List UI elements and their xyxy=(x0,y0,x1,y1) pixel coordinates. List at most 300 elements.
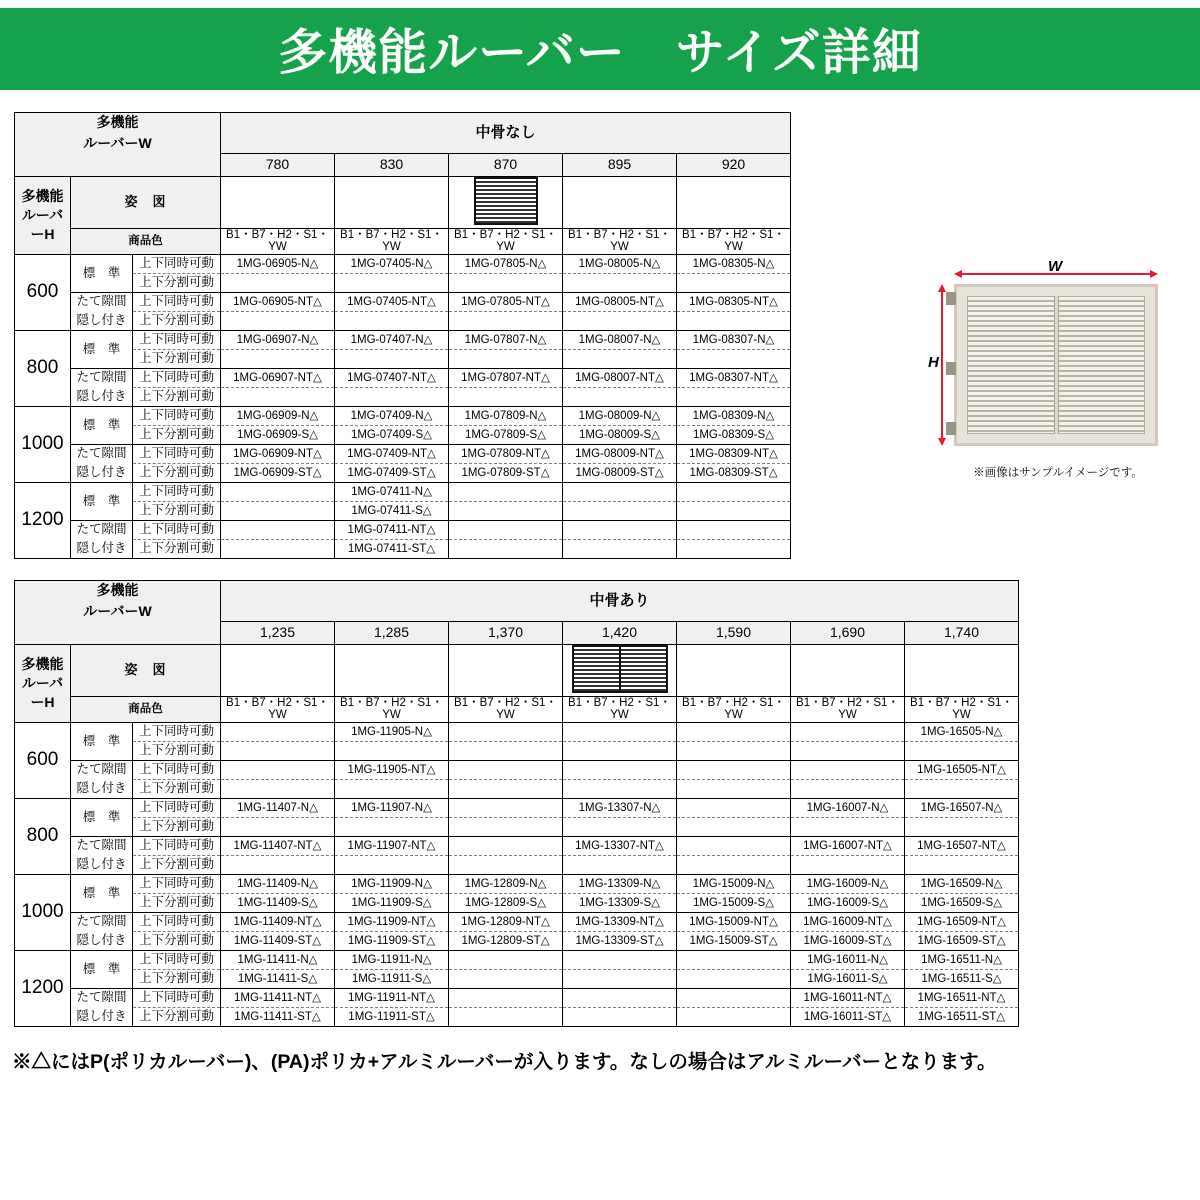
product-code xyxy=(563,349,677,368)
product-code xyxy=(905,779,1019,798)
motion-split: 上下分割可動 xyxy=(133,311,221,330)
product-code: 1MG-08007-N△ xyxy=(563,330,677,349)
figure-cell-empty xyxy=(335,176,449,228)
product-code: 1MG-11409-N△ xyxy=(221,874,335,893)
product-code: 1MG-13307-NT△ xyxy=(563,836,677,855)
table-row xyxy=(15,760,1019,779)
product-code: 1MG-11911-NT△ xyxy=(335,988,449,1007)
product-code xyxy=(677,798,791,817)
product-code: 1MG-16511-N△ xyxy=(905,950,1019,969)
motion-simultaneous: 上下同時可動 xyxy=(133,836,221,855)
product-code xyxy=(221,741,335,760)
product-code xyxy=(563,273,677,292)
product-code xyxy=(563,741,677,760)
product-code xyxy=(677,969,791,988)
type-standard: 標 準 xyxy=(71,798,133,836)
product-code: 1MG-16507-N△ xyxy=(905,798,1019,817)
type-hidden-gap-line2: 隠し付き xyxy=(71,1007,133,1026)
header-kind-line2: ルーバーW xyxy=(83,134,152,151)
height-value: 1200 xyxy=(15,950,71,1026)
group-header-nakahone-ari: 中骨あり xyxy=(589,591,650,609)
product-code xyxy=(449,349,563,368)
product-code xyxy=(905,817,1019,836)
figure-cell-empty xyxy=(563,176,677,228)
product-code xyxy=(677,501,791,520)
product-code: 1MG-08309-NT△ xyxy=(677,444,791,463)
type-hidden-gap-line2: 隠し付き xyxy=(71,539,133,558)
type-hidden-gap-line1: たて隙間 xyxy=(71,912,133,931)
product-code: 1MG-16505-NT△ xyxy=(905,760,1019,779)
product-code: 1MG-06909-S△ xyxy=(221,425,335,444)
product-code xyxy=(221,387,335,406)
product-code: 1MG-12809-NT△ xyxy=(449,912,563,931)
motion-split: 上下分割可動 xyxy=(133,931,221,950)
product-code xyxy=(449,482,563,501)
table-row xyxy=(15,330,791,349)
product-code: 1MG-11407-N△ xyxy=(221,798,335,817)
product-code xyxy=(449,760,563,779)
type-hidden-gap-line1: たて隙間 xyxy=(71,368,133,387)
product-code xyxy=(677,836,791,855)
product-code xyxy=(221,722,335,741)
product-code xyxy=(677,988,791,1007)
table-nakahone-ari-wrap xyxy=(14,580,1019,1027)
sugata-label: 姿 図 xyxy=(124,661,167,677)
product-code: 1MG-07809-S△ xyxy=(449,425,563,444)
product-code xyxy=(221,501,335,520)
color-values: B1・B7・H2・S1・YW xyxy=(677,696,791,722)
product-code: 1MG-16009-NT△ xyxy=(791,912,905,931)
product-code xyxy=(449,387,563,406)
motion-split: 上下分割可動 xyxy=(133,741,221,760)
motion-simultaneous: 上下同時可動 xyxy=(133,368,221,387)
color-values: B1・B7・H2・S1・YW xyxy=(563,228,677,254)
table-row xyxy=(15,893,1019,912)
product-code xyxy=(449,836,563,855)
type-hidden-gap-line2: 隠し付き xyxy=(71,855,133,874)
product-code xyxy=(449,501,563,520)
product-code xyxy=(791,741,905,760)
product-code: 1MG-16511-NT△ xyxy=(905,988,1019,1007)
product-code: 1MG-13309-S△ xyxy=(563,893,677,912)
width-header: 870 xyxy=(449,154,563,177)
product-code xyxy=(335,817,449,836)
product-code xyxy=(677,311,791,330)
type-hidden-gap-line1: たて隙間 xyxy=(71,444,133,463)
type-hidden-gap-line2: 隠し付き xyxy=(71,779,133,798)
motion-split: 上下分割可動 xyxy=(133,387,221,406)
motion-simultaneous: 上下同時可動 xyxy=(133,722,221,741)
table-row xyxy=(15,969,1019,988)
product-code: 1MG-07807-NT△ xyxy=(449,368,563,387)
product-code: 1MG-11407-NT△ xyxy=(221,836,335,855)
product-code xyxy=(335,387,449,406)
product-code: 1MG-16011-S△ xyxy=(791,969,905,988)
product-code xyxy=(449,273,563,292)
product-code: 1MG-11411-NT△ xyxy=(221,988,335,1007)
louver-figure-icon xyxy=(474,177,538,225)
width-header: 830 xyxy=(335,154,449,177)
table-row xyxy=(15,855,1019,874)
product-code: 1MG-11411-S△ xyxy=(221,969,335,988)
color-values: B1・B7・H2・S1・YW xyxy=(677,228,791,254)
header-kind-line1: 多機能 xyxy=(96,114,139,131)
product-code: 1MG-08305-NT△ xyxy=(677,292,791,311)
product-code: 1MG-12809-ST△ xyxy=(449,931,563,950)
product-code xyxy=(221,349,335,368)
table-row xyxy=(15,874,1019,893)
product-code: 1MG-13309-ST△ xyxy=(563,931,677,950)
product-code xyxy=(449,741,563,760)
group-header-nakahone-nashi: 中骨なし xyxy=(475,123,536,141)
width-header: 1,370 xyxy=(449,622,563,645)
product-code: 1MG-08009-N△ xyxy=(563,406,677,425)
table-row xyxy=(15,741,1019,760)
motion-simultaneous: 上下同時可動 xyxy=(133,950,221,969)
header-kind-line1: 多機能 xyxy=(96,582,139,599)
product-code: 1MG-08309-S△ xyxy=(677,425,791,444)
product-code xyxy=(563,855,677,874)
product-code: 1MG-16011-ST△ xyxy=(791,1007,905,1026)
product-code xyxy=(221,760,335,779)
height-value: 1000 xyxy=(15,874,71,950)
product-code xyxy=(677,349,791,368)
motion-split: 上下分割可動 xyxy=(133,463,221,482)
product-code: 1MG-16509-ST△ xyxy=(905,931,1019,950)
page-title-banner xyxy=(0,8,1200,90)
figure-cell-empty xyxy=(221,176,335,228)
motion-split: 上下分割可動 xyxy=(133,501,221,520)
product-code: 1MG-11907-N△ xyxy=(335,798,449,817)
product-code xyxy=(677,760,791,779)
motion-simultaneous: 上下同時可動 xyxy=(133,292,221,311)
product-code: 1MG-07807-N△ xyxy=(449,330,563,349)
product-code: 1MG-07409-NT△ xyxy=(335,444,449,463)
product-code xyxy=(563,969,677,988)
type-hidden-gap-line2: 隠し付き xyxy=(71,463,133,482)
product-code: 1MG-08009-ST△ xyxy=(563,463,677,482)
type-standard: 標 準 xyxy=(71,330,133,368)
motion-split: 上下分割可動 xyxy=(133,273,221,292)
product-code xyxy=(335,855,449,874)
product-code xyxy=(221,779,335,798)
product-code: 1MG-08007-NT△ xyxy=(563,368,677,387)
motion-split: 上下分割可動 xyxy=(133,855,221,874)
type-standard: 標 準 xyxy=(71,874,133,912)
product-code xyxy=(677,741,791,760)
table-nakahone-nashi xyxy=(14,112,791,559)
color-values: B1・B7・H2・S1・YW xyxy=(221,696,335,722)
product-code: 1MG-07411-ST△ xyxy=(335,539,449,558)
height-value: 1000 xyxy=(15,406,71,482)
color-values: B1・B7・H2・S1・YW xyxy=(221,228,335,254)
product-code: 1MG-07411-N△ xyxy=(335,482,449,501)
width-header: 1,590 xyxy=(677,622,791,645)
product-code xyxy=(563,988,677,1007)
product-code: 1MG-11411-N△ xyxy=(221,950,335,969)
product-code xyxy=(677,482,791,501)
product-code xyxy=(563,817,677,836)
product-code xyxy=(449,311,563,330)
product-code: 1MG-07405-NT△ xyxy=(335,292,449,311)
product-code: 1MG-08307-N△ xyxy=(677,330,791,349)
table-row xyxy=(15,912,1019,931)
product-code: 1MG-07409-N△ xyxy=(335,406,449,425)
product-code: 1MG-16007-NT△ xyxy=(791,836,905,855)
motion-split: 上下分割可動 xyxy=(133,779,221,798)
color-values: B1・B7・H2・S1・YW xyxy=(335,696,449,722)
product-code xyxy=(563,722,677,741)
product-code xyxy=(677,273,791,292)
product-code: 1MG-11909-S△ xyxy=(335,893,449,912)
product-code xyxy=(677,722,791,741)
product-code xyxy=(677,1007,791,1026)
type-standard: 標 準 xyxy=(71,722,133,760)
product-code: 1MG-16507-NT△ xyxy=(905,836,1019,855)
product-code: 1MG-07405-N△ xyxy=(335,254,449,273)
product-code xyxy=(905,855,1019,874)
table-row xyxy=(15,950,1019,969)
product-code: 1MG-07409-S△ xyxy=(335,425,449,444)
table-row xyxy=(15,817,1019,836)
product-code: 1MG-16509-S△ xyxy=(905,893,1019,912)
color-values: B1・B7・H2・S1・YW xyxy=(905,696,1019,722)
product-code: 1MG-07805-N△ xyxy=(449,254,563,273)
width-header: 1,285 xyxy=(335,622,449,645)
product-code xyxy=(791,817,905,836)
product-code xyxy=(677,520,791,539)
product-code xyxy=(563,501,677,520)
type-hidden-gap-line1: たて隙間 xyxy=(71,836,133,855)
table-row xyxy=(15,292,791,311)
product-code: 1MG-07809-NT△ xyxy=(449,444,563,463)
motion-split: 上下分割可動 xyxy=(133,817,221,836)
product-code: 1MG-16009-N△ xyxy=(791,874,905,893)
product-code: 1MG-07805-NT△ xyxy=(449,292,563,311)
table-nakahone-ari xyxy=(14,580,1019,1027)
type-hidden-gap-line1: たて隙間 xyxy=(71,988,133,1007)
product-code: 1MG-08009-NT△ xyxy=(563,444,677,463)
product-code: 1MG-11911-N△ xyxy=(335,950,449,969)
color-row-label: 商品色 xyxy=(128,234,163,247)
product-code: 1MG-07407-N△ xyxy=(335,330,449,349)
motion-split: 上下分割可動 xyxy=(133,1007,221,1026)
hinge-icon-bottom xyxy=(946,422,956,435)
type-hidden-gap-line2: 隠し付き xyxy=(71,387,133,406)
product-code: 1MG-07809-ST△ xyxy=(449,463,563,482)
type-hidden-gap-line1: たて隙間 xyxy=(71,292,133,311)
product-code xyxy=(449,950,563,969)
width-header: 1,690 xyxy=(791,622,905,645)
header-kind-line2: ルーバーW xyxy=(83,602,152,619)
product-code: 1MG-11909-N△ xyxy=(335,874,449,893)
type-hidden-gap-line2: 隠し付き xyxy=(71,931,133,950)
product-code: 1MG-16011-NT△ xyxy=(791,988,905,1007)
product-code: 1MG-11409-NT△ xyxy=(221,912,335,931)
product-code: 1MG-16011-N△ xyxy=(791,950,905,969)
product-code: 1MG-08005-NT△ xyxy=(563,292,677,311)
product-code xyxy=(677,539,791,558)
product-code: 1MG-16009-ST△ xyxy=(791,931,905,950)
width-header: 1,420 xyxy=(563,622,677,645)
table-row xyxy=(15,931,1019,950)
product-code xyxy=(791,855,905,874)
product-code xyxy=(335,273,449,292)
product-code xyxy=(677,855,791,874)
table-row xyxy=(15,520,791,539)
motion-simultaneous: 上下同時可動 xyxy=(133,254,221,273)
header-h-line2: ルーバーH xyxy=(21,206,64,242)
product-code: 1MG-08005-N△ xyxy=(563,254,677,273)
product-code: 1MG-06909-N△ xyxy=(221,406,335,425)
type-standard: 標 準 xyxy=(71,254,133,292)
figure-cell-empty xyxy=(677,644,791,696)
motion-split: 上下分割可動 xyxy=(133,539,221,558)
table-row xyxy=(15,779,1019,798)
product-code: 1MG-11905-NT△ xyxy=(335,760,449,779)
product-code xyxy=(791,722,905,741)
motion-simultaneous: 上下同時可動 xyxy=(133,406,221,425)
type-hidden-gap-line2: 隠し付き xyxy=(71,311,133,330)
product-code xyxy=(335,311,449,330)
product-code xyxy=(677,779,791,798)
product-code xyxy=(563,482,677,501)
product-code: 1MG-16505-N△ xyxy=(905,722,1019,741)
product-code: 1MG-15009-S△ xyxy=(677,893,791,912)
footnote: ※△にはP(ポリカルーバー)、(PA)ポリカ+アルミルーバーが入ります。なしの場合はアルミルーバーとなります。 xyxy=(12,1051,997,1073)
product-code xyxy=(449,520,563,539)
width-header: 1,235 xyxy=(221,622,335,645)
type-standard: 標 準 xyxy=(71,482,133,520)
product-code xyxy=(791,779,905,798)
product-code xyxy=(677,950,791,969)
table-row xyxy=(15,444,791,463)
color-values: B1・B7・H2・S1・YW xyxy=(791,696,905,722)
product-code: 1MG-15009-NT△ xyxy=(677,912,791,931)
product-code: 1MG-08307-NT△ xyxy=(677,368,791,387)
motion-split: 上下分割可動 xyxy=(133,893,221,912)
product-code xyxy=(449,817,563,836)
height-value: 1200 xyxy=(15,482,71,558)
table-row xyxy=(15,482,791,501)
louver-center-mullion xyxy=(1054,296,1059,434)
type-standard: 標 準 xyxy=(71,950,133,988)
dimension-label-w: W xyxy=(1048,258,1063,275)
product-code xyxy=(563,760,677,779)
product-code xyxy=(905,741,1019,760)
table-row xyxy=(15,798,1019,817)
table-row xyxy=(15,387,791,406)
type-hidden-gap-line1: たて隙間 xyxy=(71,520,133,539)
product-code: 1MG-16009-S△ xyxy=(791,893,905,912)
table-row xyxy=(15,988,1019,1007)
width-header: 1,740 xyxy=(905,622,1019,645)
product-code xyxy=(449,988,563,1007)
product-code: 1MG-11411-ST△ xyxy=(221,1007,335,1026)
product-code xyxy=(221,311,335,330)
product-code: 1MG-13309-N△ xyxy=(563,874,677,893)
hinge-icon-top xyxy=(946,292,956,305)
product-code: 1MG-08009-S△ xyxy=(563,425,677,444)
header-h-line1: 多機能 xyxy=(21,655,64,672)
product-code xyxy=(563,1007,677,1026)
color-values: B1・B7・H2・S1・YW xyxy=(335,228,449,254)
table-row xyxy=(15,539,791,558)
color-row-label: 商品色 xyxy=(128,702,163,715)
width-header: 895 xyxy=(563,154,677,177)
louver-product-photo xyxy=(954,284,1158,446)
product-code: 1MG-11911-S△ xyxy=(335,969,449,988)
motion-split: 上下分割可動 xyxy=(133,969,221,988)
product-code xyxy=(791,760,905,779)
motion-split: 上下分割可動 xyxy=(133,349,221,368)
product-code xyxy=(221,817,335,836)
table-row xyxy=(15,836,1019,855)
type-hidden-gap-line1: たて隙間 xyxy=(71,760,133,779)
product-code: 1MG-11907-NT△ xyxy=(335,836,449,855)
product-code xyxy=(563,779,677,798)
color-values: B1・B7・H2・S1・YW xyxy=(449,696,563,722)
product-code xyxy=(449,798,563,817)
product-code: 1MG-06907-N△ xyxy=(221,330,335,349)
motion-simultaneous: 上下同時可動 xyxy=(133,330,221,349)
table-row xyxy=(15,254,791,273)
product-code xyxy=(449,722,563,741)
product-code: 1MG-11909-NT△ xyxy=(335,912,449,931)
product-code: 1MG-08305-N△ xyxy=(677,254,791,273)
product-code xyxy=(335,349,449,368)
product-code xyxy=(677,817,791,836)
product-code xyxy=(449,969,563,988)
product-code: 1MG-11905-N△ xyxy=(335,722,449,741)
dimension-label-h: H xyxy=(928,354,939,371)
product-code: 1MG-16007-N△ xyxy=(791,798,905,817)
motion-simultaneous: 上下同時可動 xyxy=(133,912,221,931)
type-standard: 標 準 xyxy=(71,406,133,444)
height-value: 600 xyxy=(15,722,71,798)
page-title: 多機能ルーバー サイズ詳細 xyxy=(278,26,922,80)
product-code: 1MG-11409-S△ xyxy=(221,893,335,912)
product-code: 1MG-06905-NT△ xyxy=(221,292,335,311)
product-code xyxy=(335,741,449,760)
header-h-line2: ルーバーH xyxy=(21,674,64,710)
table-row xyxy=(15,1007,1019,1026)
figure-cell xyxy=(563,644,677,696)
product-code: 1MG-12809-N△ xyxy=(449,874,563,893)
product-code xyxy=(335,779,449,798)
product-code: 1MG-15009-N△ xyxy=(677,874,791,893)
product-code: 1MG-06909-NT△ xyxy=(221,444,335,463)
product-code xyxy=(563,311,677,330)
table-row xyxy=(15,368,791,387)
table-row xyxy=(15,463,791,482)
height-value: 800 xyxy=(15,798,71,874)
product-code: 1MG-06907-NT△ xyxy=(221,368,335,387)
color-values: B1・B7・H2・S1・YW xyxy=(563,696,677,722)
product-code: 1MG-07407-NT△ xyxy=(335,368,449,387)
motion-simultaneous: 上下同時可動 xyxy=(133,760,221,779)
table-row xyxy=(15,722,1019,741)
header-h-line1: 多機能 xyxy=(21,187,64,204)
sample-image-panel xyxy=(928,258,1186,490)
motion-simultaneous: 上下同時可動 xyxy=(133,874,221,893)
product-code xyxy=(563,520,677,539)
product-code: 1MG-08309-ST△ xyxy=(677,463,791,482)
product-code xyxy=(221,539,335,558)
product-code: 1MG-08309-N△ xyxy=(677,406,791,425)
motion-simultaneous: 上下同時可動 xyxy=(133,798,221,817)
hinge-icon-middle xyxy=(946,362,956,375)
